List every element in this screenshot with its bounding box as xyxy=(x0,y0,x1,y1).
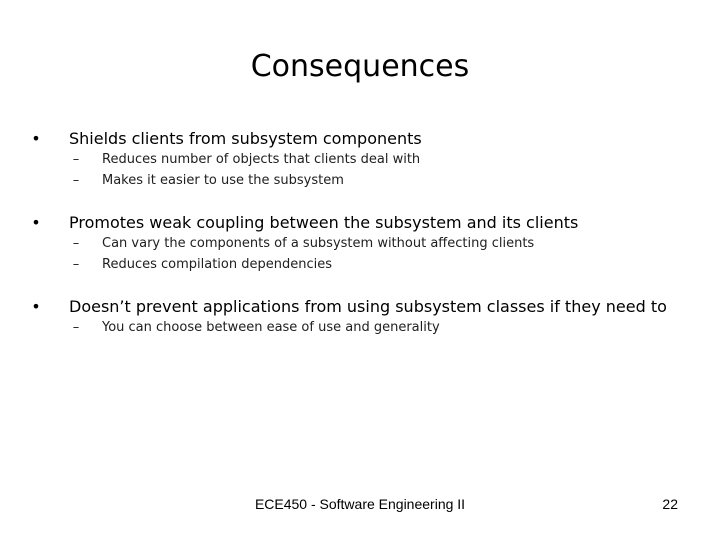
footer-course-label: ECE450 - Software Engineering II xyxy=(254,496,466,512)
bullet-icon: • xyxy=(31,297,41,316)
bullet-text: Shields clients from subsystem components xyxy=(69,129,422,148)
sub-bullet-text: Makes it easier to use the subsystem xyxy=(102,173,344,188)
slide-footer xyxy=(0,493,720,515)
dash-icon: – xyxy=(72,236,80,251)
sub-bullet-text: Reduces compilation dependencies xyxy=(102,257,332,272)
sub-bullet-text: You can choose between ease of use and generality xyxy=(102,320,440,335)
bullet-text: Promotes weak coupling between the subsystem and its clients xyxy=(69,213,579,232)
dash-icon: – xyxy=(72,320,80,335)
sub-bullet-text: Reduces number of objects that clients deal with xyxy=(102,152,421,167)
bullet-icon: • xyxy=(31,129,41,148)
dash-icon: – xyxy=(72,152,80,167)
dash-icon: – xyxy=(72,257,80,272)
sub-bullet-text: Can vary the components of a subsystem without affecting clients xyxy=(102,236,535,251)
page-number: 22 xyxy=(662,496,678,512)
bullet-text: Doesn’t prevent applications from using subsystem classes if they need to xyxy=(69,297,667,316)
slide-title: Consequences xyxy=(250,49,470,84)
bullet-icon: • xyxy=(31,213,41,232)
dash-icon: – xyxy=(72,173,80,188)
